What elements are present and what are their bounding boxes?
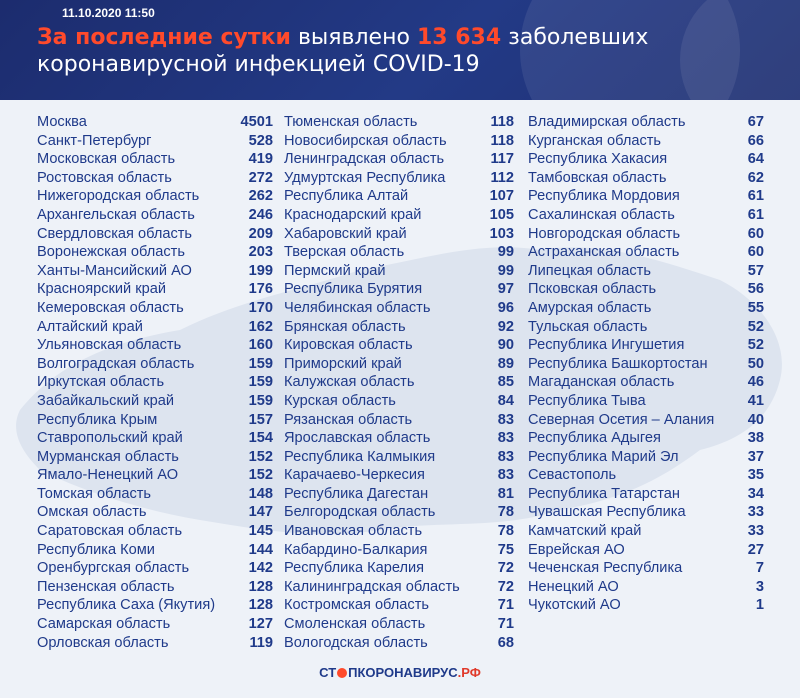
region-name: Еврейская АО (528, 541, 625, 558)
table-row (37, 150, 273, 169)
table-row (37, 169, 273, 188)
case-count: 57 (747, 262, 764, 279)
table-row (528, 355, 764, 374)
case-count: 117 (490, 151, 514, 168)
region-name: Камчатский край (528, 523, 642, 540)
region-name: Оренбургская область (37, 560, 190, 577)
table-row (284, 150, 514, 169)
region-name: Санкт-Петербург (37, 132, 152, 149)
table-row (284, 541, 514, 560)
table-row (284, 634, 514, 653)
case-count: 60 (747, 244, 764, 261)
case-count: 67 (747, 114, 764, 130)
table-row (284, 355, 514, 374)
column-3 (528, 113, 764, 615)
region-name: Кировская область (284, 337, 413, 354)
region-name: Чувашская Республика (528, 504, 686, 521)
region-name: Курская область (284, 392, 396, 409)
region-name: Костромская область (284, 597, 429, 614)
table-row (528, 280, 764, 299)
table-row (528, 150, 764, 169)
region-name: Сахалинская область (528, 206, 675, 223)
case-count: 62 (747, 169, 764, 186)
case-count: 83 (497, 430, 514, 447)
region-name: Республика Ингушетия (528, 337, 685, 354)
region-name: Орловская область (37, 634, 169, 651)
region-name: Калужская область (284, 374, 415, 391)
footer-logo (0, 665, 800, 680)
case-count: 40 (747, 411, 764, 428)
table-row (528, 411, 764, 430)
table-row (528, 187, 764, 206)
region-name: Москва (37, 114, 87, 130)
case-count: 81 (497, 485, 514, 502)
region-name: Тамбовская область (528, 169, 667, 186)
case-count: 162 (248, 318, 273, 335)
region-name: Республика Дагестан (284, 485, 429, 502)
table-row (528, 503, 764, 522)
case-count: 160 (248, 337, 273, 354)
table-row (37, 559, 273, 578)
table-row (284, 169, 514, 188)
case-count: 61 (747, 188, 764, 205)
table-row (528, 448, 764, 467)
region-name: Чеченская Республика (528, 560, 683, 577)
table-row (528, 262, 764, 281)
table-row (528, 318, 764, 337)
region-name: Ростовская область (37, 169, 172, 186)
table-row (37, 448, 273, 467)
table-row (284, 559, 514, 578)
table-row (528, 225, 764, 244)
table-row (528, 336, 764, 355)
total-cases: 13 634 (416, 25, 502, 50)
footer-logo-suffix: .РФ (457, 665, 481, 680)
table-row (37, 503, 273, 522)
table-row (528, 132, 764, 151)
case-count: 83 (497, 411, 514, 428)
table-row (37, 318, 273, 337)
region-name: Калининградская область (284, 578, 460, 595)
case-count: 118 (490, 132, 514, 149)
region-name: Хабаровский край (284, 225, 407, 242)
table-row (284, 503, 514, 522)
case-count: 176 (248, 281, 273, 298)
table-row (528, 206, 764, 225)
case-count: 103 (489, 225, 514, 242)
region-name: Чукотский АО (528, 597, 621, 614)
case-count: 3 (755, 578, 764, 595)
region-name: Тверская область (284, 244, 405, 261)
case-count: 68 (497, 634, 514, 651)
case-count: 152 (248, 448, 273, 465)
case-count: 142 (248, 560, 273, 577)
region-name: Республика Калмыкия (284, 448, 436, 465)
title-text: выявлено (290, 25, 417, 50)
region-name: Московская область (37, 151, 176, 168)
case-count: 112 (490, 169, 514, 186)
case-count: 262 (248, 188, 273, 205)
case-count: 78 (497, 504, 514, 521)
region-name: Челябинская область (284, 299, 431, 316)
table-row (284, 280, 514, 299)
case-count: 33 (747, 504, 764, 521)
table-row (528, 596, 764, 615)
case-count: 246 (248, 206, 273, 223)
case-count: 75 (497, 541, 514, 558)
table-row (37, 411, 273, 430)
region-name: Тульская область (528, 318, 648, 335)
region-name: Курганская область (528, 132, 662, 149)
region-name: Ханты-Мансийский АО (37, 262, 192, 279)
case-count: 145 (248, 523, 273, 540)
table-row (528, 485, 764, 504)
column-2 (284, 113, 514, 652)
table-row (284, 225, 514, 244)
case-count: 107 (489, 188, 514, 205)
region-name: Республика Бурятия (284, 281, 423, 298)
region-name: Ямало-Ненецкий АО (37, 467, 179, 484)
region-name: Амурская область (528, 299, 652, 316)
case-count: 34 (747, 485, 764, 502)
region-name: Республика Крым (37, 411, 158, 428)
case-count: 33 (747, 523, 764, 540)
region-name: Архангельская область (37, 206, 195, 223)
region-name: Ненецкий АО (528, 578, 619, 595)
region-name: Владимирская область (528, 114, 686, 130)
case-count: 60 (747, 225, 764, 242)
table-row (284, 318, 514, 337)
case-count: 61 (747, 206, 764, 223)
table-row (528, 429, 764, 448)
case-count: 170 (248, 299, 273, 316)
region-name: Краснодарский край (284, 206, 422, 223)
case-count: 50 (747, 355, 764, 372)
table-row (37, 392, 273, 411)
region-name: Тюменская область (284, 114, 418, 130)
region-name: Ярославская область (284, 430, 431, 447)
region-name: Магаданская область (528, 374, 675, 391)
table-row (37, 355, 273, 374)
region-name: Кабардино-Балкария (284, 541, 428, 558)
case-count: 203 (248, 244, 273, 261)
table-row (37, 187, 273, 206)
table-row (284, 392, 514, 411)
table-row (37, 280, 273, 299)
region-name: Ивановская область (284, 523, 423, 540)
footer-logo-prefix: СТ (319, 665, 337, 680)
region-name: Омская область (37, 504, 147, 521)
region-name: Республика Хакасия (528, 151, 668, 168)
table-row (284, 466, 514, 485)
region-name: Самарская область (37, 616, 171, 633)
table-row (528, 466, 764, 485)
region-name: Республика Башкортостан (528, 355, 708, 372)
region-name: Красноярский край (37, 281, 167, 298)
title-text-end: заболевших (501, 25, 649, 50)
table-row (528, 559, 764, 578)
region-name: Ульяновская область (37, 337, 182, 354)
case-count: 272 (248, 169, 273, 186)
case-count: 105 (489, 206, 514, 223)
case-count: 152 (248, 467, 273, 484)
case-count: 84 (497, 392, 514, 409)
region-name: Пензенская область (37, 578, 175, 595)
table-row (37, 485, 273, 504)
case-count: 128 (248, 597, 273, 614)
case-count: 148 (248, 485, 273, 502)
table-row (37, 596, 273, 615)
case-count: 199 (248, 262, 273, 279)
region-name: Республика Коми (37, 541, 155, 558)
case-count: 72 (497, 578, 514, 595)
virus-decoration-icon (680, 0, 800, 100)
case-count: 71 (497, 597, 514, 614)
table-row (528, 392, 764, 411)
table-row (528, 299, 764, 318)
region-name: Воронежская область (37, 244, 185, 261)
table-row (37, 429, 273, 448)
region-name: Республика Алтай (284, 188, 409, 205)
footer-logo-main: ПКОРОНАВИРУС (348, 665, 458, 680)
table-row (284, 113, 514, 132)
region-name: Карачаево-Черкесия (284, 467, 425, 484)
case-count: 99 (497, 244, 514, 261)
region-name: Новосибирская область (284, 132, 447, 149)
region-name: Новгородская область (528, 225, 681, 242)
table-row (284, 448, 514, 467)
region-name: Алтайский край (37, 318, 143, 335)
table-row (37, 615, 273, 634)
case-count: 90 (497, 337, 514, 354)
case-count: 55 (747, 299, 764, 316)
case-count: 4501 (240, 114, 273, 130)
region-name: Республика Татарстан (528, 485, 680, 502)
case-count: 66 (747, 132, 764, 149)
case-count: 209 (248, 225, 273, 242)
case-count: 71 (497, 616, 514, 633)
case-count: 128 (248, 578, 273, 595)
case-count: 96 (497, 299, 514, 316)
case-count: 85 (497, 374, 514, 391)
table-row (284, 132, 514, 151)
region-name: Вологодская область (284, 634, 428, 651)
table-row (37, 466, 273, 485)
region-name: Республика Тыва (528, 392, 646, 409)
case-count: 159 (248, 374, 273, 391)
table-row (284, 429, 514, 448)
region-name: Брянская область (284, 318, 406, 335)
case-count: 83 (497, 467, 514, 484)
table-row (37, 243, 273, 262)
table-row (284, 578, 514, 597)
region-name: Псковская область (528, 281, 657, 298)
table-row (37, 373, 273, 392)
case-count: 1 (755, 597, 764, 614)
region-name: Удмуртская Республика (284, 169, 446, 186)
case-count: 119 (249, 634, 273, 651)
table-row (528, 541, 764, 560)
region-name: Северная Осетия – Алания (528, 411, 715, 428)
case-count: 97 (497, 281, 514, 298)
table-row (37, 634, 273, 653)
table-row (284, 615, 514, 634)
column-1 (37, 113, 273, 652)
case-count: 144 (248, 541, 273, 558)
case-count: 157 (248, 411, 273, 428)
table-row (284, 522, 514, 541)
region-name: Забайкальский край (37, 392, 174, 409)
region-name: Астраханская область (528, 244, 680, 261)
case-count: 7 (755, 560, 764, 577)
case-count: 159 (248, 392, 273, 409)
table-row (284, 243, 514, 262)
table-row (284, 411, 514, 430)
title-highlight-period: За последние сутки (37, 25, 291, 50)
case-count: 147 (248, 504, 273, 521)
region-name: Нижегородская область (37, 188, 200, 205)
table-row (37, 132, 273, 151)
region-name: Ленинградская область (284, 151, 445, 168)
case-count: 127 (248, 616, 273, 633)
case-count: 118 (490, 114, 514, 130)
case-count: 38 (747, 430, 764, 447)
region-name: Липецкая область (528, 262, 651, 279)
region-name: Белгородская область (284, 504, 436, 521)
case-count: 41 (747, 392, 764, 409)
case-count: 72 (497, 560, 514, 577)
region-name: Волгоградская область (37, 355, 195, 372)
case-count: 159 (248, 355, 273, 372)
report-date: 11.10.2020 11:50 (62, 6, 155, 20)
table-row (37, 113, 273, 132)
table-row (37, 578, 273, 597)
case-count: 52 (747, 337, 764, 354)
table-row (528, 373, 764, 392)
region-name: Ставропольский край (37, 430, 183, 447)
case-count: 528 (248, 132, 273, 149)
region-name: Смоленская область (284, 616, 426, 633)
table-row (37, 299, 273, 318)
case-count: 83 (497, 448, 514, 465)
table-row (37, 262, 273, 281)
table-row (284, 596, 514, 615)
title-line-2: коронавирусной инфекцией COVID-19 (37, 52, 480, 77)
region-name: Саратовская область (37, 523, 183, 540)
region-name: Иркутская область (37, 374, 165, 391)
case-count: 56 (747, 281, 764, 298)
case-count: 419 (248, 151, 273, 168)
region-name: Республика Адыгея (528, 430, 661, 447)
page-title (37, 24, 648, 78)
region-name: Севастополь (528, 467, 617, 484)
table-row (284, 485, 514, 504)
region-name: Мурманская область (37, 448, 179, 465)
table-row (528, 522, 764, 541)
table-row (284, 336, 514, 355)
case-count: 99 (497, 262, 514, 279)
case-count: 154 (248, 430, 273, 447)
case-count: 46 (747, 374, 764, 391)
case-count: 52 (747, 318, 764, 335)
region-name: Томская область (37, 485, 152, 502)
region-name: Рязанская область (284, 411, 413, 428)
region-name: Пермский край (284, 262, 386, 279)
case-count: 27 (747, 541, 764, 558)
table-row (284, 187, 514, 206)
region-name: Республика Карелия (284, 560, 425, 577)
table-row (284, 262, 514, 281)
table-row (528, 578, 764, 597)
table-row (37, 206, 273, 225)
region-name: Кемеровская область (37, 299, 184, 316)
header-banner (0, 0, 800, 100)
case-count: 35 (747, 467, 764, 484)
case-count: 89 (497, 355, 514, 372)
region-name: Республика Мордовия (528, 188, 680, 205)
table-row (284, 206, 514, 225)
table-row (37, 522, 273, 541)
table-row (528, 113, 764, 132)
table-row (37, 541, 273, 560)
stop-o-icon (337, 668, 347, 678)
region-name: Республика Саха (Якутия) (37, 597, 216, 614)
table-row (284, 299, 514, 318)
case-count: 92 (497, 318, 514, 335)
case-count: 78 (497, 523, 514, 540)
table-row (284, 373, 514, 392)
region-name: Приморский край (284, 355, 402, 372)
table-row (528, 243, 764, 262)
table-row (37, 225, 273, 244)
table-row (528, 169, 764, 188)
table-row (37, 336, 273, 355)
case-count: 37 (747, 448, 764, 465)
region-name: Свердловская область (37, 225, 193, 242)
region-name: Республика Марий Эл (528, 448, 679, 465)
case-count: 64 (747, 151, 764, 168)
